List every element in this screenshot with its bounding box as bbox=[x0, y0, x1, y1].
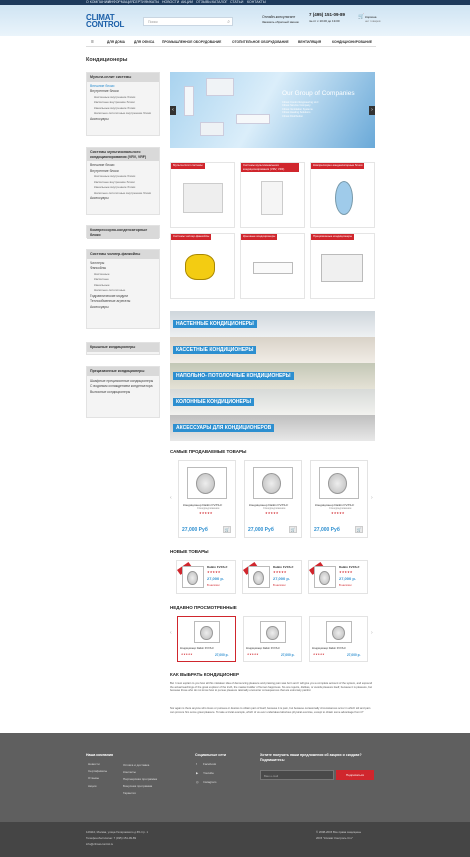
sidebar-subitem[interactable]: Канальные внутренние блоки bbox=[94, 185, 136, 189]
hours: пн-пт с 10.00 до 19.00 bbox=[309, 19, 340, 23]
product-price: 27,000 р. bbox=[347, 653, 361, 657]
carousel-prev-icon[interactable]: ‹ bbox=[170, 495, 172, 501]
footer-link[interactable]: Партнерская программа bbox=[123, 777, 157, 781]
sidebar-box-multisplit bbox=[86, 72, 160, 136]
footer bbox=[0, 733, 470, 822]
sidebar-box-title[interactable]: Мульти-сплит системы bbox=[87, 73, 159, 82]
footer-link[interactable]: Оплата и доставка bbox=[123, 763, 150, 767]
copyright: © 2008-2015 Все права защищены bbox=[316, 830, 362, 834]
banner-accessories[interactable]: АКСЕССУАРЫ ДЛЯ КОНДИЦИОНЕРОВ bbox=[170, 415, 375, 441]
nav-item[interactable]: ДЛЯ ДОМА bbox=[107, 40, 125, 44]
product-name[interactable]: Кондиционер Daikin FVXS-F bbox=[180, 647, 214, 650]
sidebar-box-compressor bbox=[86, 225, 160, 238]
sidebar-subitem[interactable]: Канальные внутренние блоки bbox=[94, 105, 136, 110]
cart-label[interactable]: Корзина bbox=[365, 15, 377, 19]
product-image bbox=[187, 467, 227, 499]
product-card[interactable] bbox=[308, 560, 368, 594]
product-image bbox=[182, 566, 204, 588]
product-price: 27,000 Руб bbox=[182, 527, 208, 533]
social-link[interactable]: Facebook bbox=[203, 762, 217, 766]
wall-unit-image bbox=[236, 114, 270, 124]
carousel-next-icon[interactable]: › bbox=[371, 630, 373, 636]
nav-item[interactable]: ПРОМЫШЛЕННОЕ ОБОРУДОВАНИЕ bbox=[162, 40, 222, 44]
category-image bbox=[321, 254, 363, 282]
cart-icon[interactable]: 🛒 bbox=[358, 14, 365, 20]
sidebar-subitem[interactable]: Настенные bbox=[94, 271, 110, 276]
search-icon[interactable]: ⌕ bbox=[227, 19, 230, 25]
top-link[interactable]: АКЦИИ bbox=[181, 0, 193, 4]
product-card[interactable] bbox=[178, 460, 236, 538]
footer-bottom bbox=[0, 822, 470, 857]
nav-item[interactable]: ДЛЯ ОФИСА bbox=[134, 40, 155, 44]
page-title: Кондиционеры bbox=[86, 57, 128, 63]
top-link[interactable]: ИНФОРМАЦИЯ bbox=[108, 0, 134, 4]
category-image bbox=[335, 181, 353, 215]
sidebar-box-vrv bbox=[86, 147, 160, 215]
sidebar-item[interactable]: Аксессуары bbox=[90, 304, 109, 309]
sidebar-box-title[interactable]: Системы чиллер-фанкойлы bbox=[87, 250, 159, 259]
category-image bbox=[183, 183, 223, 213]
top-link[interactable]: ОТЗЫВЫ bbox=[196, 0, 212, 4]
banner-column[interactable]: КОЛОННЫЕ КОНДИЦИОНЕРЫ bbox=[170, 389, 375, 415]
sidebar-box-title[interactable]: Прецизионные кондиционеры bbox=[87, 367, 159, 376]
ac-unit-image bbox=[200, 122, 224, 136]
header bbox=[0, 5, 470, 36]
product-card[interactable] bbox=[176, 560, 236, 594]
product-price: 27,000 р. bbox=[281, 653, 295, 657]
footer-col-title: Социальные сети bbox=[195, 753, 227, 757]
product-price: 27,000 р. bbox=[339, 576, 356, 581]
subscribe-title: Хотите получать наши предложения об акциях и скидках? Подпишитесь: bbox=[260, 753, 362, 762]
sidebar-item[interactable]: Фанкойлы bbox=[90, 266, 107, 270]
email-field[interactable]: Ваш e-mail bbox=[260, 770, 334, 780]
section-title-bestsellers: САМЫЕ ПРОДАВАЕМЫЕ ТОВАРЫ bbox=[170, 449, 247, 454]
rating-stars: ★★★★★ bbox=[273, 570, 287, 574]
top-link[interactable]: СЕРТИФИКАТЫ bbox=[133, 0, 160, 4]
product-price: 27,000 р. bbox=[207, 576, 224, 581]
product-image bbox=[260, 621, 286, 643]
top-link[interactable]: НОВОСТИ bbox=[162, 0, 180, 4]
sidebar-subitem[interactable]: Канальные bbox=[94, 282, 110, 287]
rating-stars: ★★★★★ bbox=[331, 511, 345, 515]
footer-link[interactable]: Акции bbox=[88, 784, 97, 788]
article-paragraph: Nor again is there anyone who loves or pursues or desires to obtain pain of itself, because it is pain, but because occasionally circumstances occur in which toil and pain can procure him some great pleasure. To take a trivial example, which of us ever undertakes laborious physical exercise, except to obtain some advantage from it? bbox=[170, 707, 371, 714]
sidebar-subitem[interactable]: Кассетные внутренние блоки bbox=[94, 179, 135, 184]
sidebar-subitem[interactable]: Настенные внутренние блоки bbox=[94, 174, 136, 178]
menu-icon[interactable]: ≡ bbox=[91, 39, 94, 45]
footer-link[interactable]: Контакты bbox=[123, 770, 136, 774]
footer-link[interactable]: Отзывы bbox=[88, 776, 99, 780]
top-link[interactable]: О КОМПАНИИ bbox=[86, 0, 110, 4]
product-card[interactable] bbox=[177, 616, 236, 662]
sidebar-subitem[interactable]: Напольно-потолочные bbox=[94, 288, 126, 292]
youtube-icon[interactable]: ▶ bbox=[196, 771, 199, 775]
sidebar-item[interactable]: Аксессуары bbox=[90, 116, 109, 121]
category-tile[interactable]: Компрессорно-конденсаторные блоки bbox=[310, 162, 375, 228]
category-tile[interactable]: Системы чиллер-фанкойлы bbox=[170, 233, 235, 299]
social-link[interactable]: Instagram bbox=[203, 780, 217, 784]
stock-status: В наличии bbox=[207, 584, 220, 587]
product-image bbox=[319, 467, 359, 499]
section-title-new: НОВЫЕ ТОВАРЫ bbox=[170, 549, 209, 554]
sidebar-item[interactable]: Внешние блоки bbox=[90, 163, 115, 167]
slider-title: Our Group of Companies bbox=[282, 90, 355, 97]
category-tile[interactable]: Системы мультизонального кондиционирования (VRV, VRF) bbox=[240, 162, 305, 228]
banner-wall[interactable]: НАСТЕННЫЕ КОНДИЦИОНЕРЫ bbox=[170, 311, 375, 337]
product-card[interactable] bbox=[244, 460, 302, 538]
nav-item[interactable]: ОТОПИТЕЛЬНОЕ ОБОРУДОВАНИЕ bbox=[232, 40, 289, 44]
product-sub: Спецпредложение bbox=[329, 507, 352, 510]
product-image bbox=[194, 621, 220, 643]
product-name[interactable]: Кондиционер Daikin FVXS-F bbox=[246, 647, 280, 650]
footer-link[interactable]: Новости bbox=[88, 762, 100, 766]
slider-next-icon[interactable]: › bbox=[369, 106, 375, 115]
sidebar-item[interactable]: Внутренние блоки bbox=[90, 89, 119, 93]
ac-unit-image bbox=[184, 86, 194, 116]
stock-status: В наличии bbox=[339, 584, 352, 587]
product-card[interactable] bbox=[309, 616, 368, 662]
section-title-recent: НЕДАВНО ПРОСМОТРЕННЫЕ bbox=[170, 605, 237, 610]
product-name[interactable]: Кондиционер Daikin FVXS-F bbox=[315, 503, 355, 507]
rating-stars: ★★★★★ bbox=[181, 653, 193, 656]
product-name[interactable]: Daikin FVXS-F bbox=[273, 565, 294, 569]
sidebar-box-title[interactable]: Системы мультизонального кондиционирования (VRV, VRF) bbox=[87, 148, 159, 161]
banner-cassette[interactable]: КАССЕТНЫЕ КОНДИЦИОНЕРЫ bbox=[170, 337, 375, 363]
product-card[interactable] bbox=[310, 460, 368, 538]
address: 129110, Москва, улица Гиляровского д.65 стр. 1 bbox=[86, 830, 149, 834]
footer-phone: Телефон-бесплатно: 7 (495) 151-09-89 bbox=[86, 836, 137, 840]
nav-item[interactable]: ВЕНТИЛЯЦИЯ bbox=[298, 40, 322, 44]
product-sub: Спецпредложение bbox=[197, 507, 220, 510]
sidebar-box-roof bbox=[86, 342, 160, 355]
add-to-cart-icon[interactable]: 🛒 bbox=[356, 527, 362, 532]
footer-email[interactable]: info@climat-control.ru bbox=[86, 842, 114, 846]
developer: 2015 "Климат Контроль Сто" bbox=[316, 836, 354, 840]
sidebar-item[interactable]: С водяным охлаждением конденсатора bbox=[90, 384, 153, 388]
article-paragraph: But I must explain to you how all this mistaken idea of denouncing pleasure and praising pain was born and I will give you a complete account of the system, and expound the actual teachings of the great explorer of the truth, the master-builder of human happiness. No one rejects, dislikes, or avoids pleasure itself, because it is pleasure, but because those who do not know how to pursue pleasure rationally encounter consequences that are extremely painful. bbox=[170, 682, 373, 693]
rating-stars: ★★★★★ bbox=[207, 570, 221, 574]
rating-stars: ★★★★★ bbox=[247, 653, 259, 656]
hero-slider[interactable] bbox=[170, 72, 375, 148]
subscribe-button[interactable]: Подписаться bbox=[336, 770, 374, 780]
product-card[interactable] bbox=[242, 560, 302, 594]
slider-text: Climat Control Engineering LLC Climat Service Company Climat Ventilation Systems Climat Heating Solutions Climat Distribution bbox=[282, 101, 319, 118]
product-name[interactable]: Кондиционер Daikin FVXS-F bbox=[249, 503, 289, 507]
product-name[interactable]: Кондиционер Daikin FVXS-F bbox=[183, 503, 223, 507]
product-image bbox=[253, 467, 293, 499]
facebook-icon[interactable]: f bbox=[196, 762, 197, 766]
sidebar-subitem[interactable]: Напольно-потолочные внутренние блоки bbox=[94, 190, 152, 195]
banner-floor-ceiling[interactable]: НАПОЛЬНО- ПОТОЛОЧНЫЕ КОНДИЦИОНЕРЫ bbox=[170, 363, 375, 389]
cart-status: нет товаров bbox=[365, 19, 381, 23]
sidebar-item[interactable]: Выносные кондиционеры bbox=[90, 389, 131, 394]
slider-prev-icon[interactable]: ‹ bbox=[170, 106, 176, 115]
sidebar-item[interactable]: Чиллеры bbox=[90, 260, 105, 265]
callback-link[interactable]: Заказать обратный звонок bbox=[262, 20, 299, 24]
social-link[interactable]: Youtube bbox=[203, 771, 214, 775]
rating-stars: ★★★★★ bbox=[313, 653, 325, 656]
instagram-icon[interactable]: ◎ bbox=[196, 780, 199, 784]
logo[interactable]: CLIMAT CONTROL bbox=[86, 13, 125, 29]
category-image bbox=[185, 254, 215, 280]
top-link[interactable]: СТАТЬИ bbox=[230, 0, 244, 4]
footer-link[interactable]: Сертификаты bbox=[88, 769, 108, 773]
sidebar-box-precision bbox=[86, 366, 160, 418]
sidebar-item[interactable]: Аксессуары bbox=[90, 196, 109, 200]
top-link[interactable]: КАТАЛОГ bbox=[212, 0, 228, 4]
product-image bbox=[314, 566, 336, 588]
carousel-prev-icon[interactable]: ‹ bbox=[170, 630, 172, 636]
stock-status: В наличии bbox=[273, 584, 286, 587]
sidebar-item[interactable]: Теплообменные агрегаты bbox=[90, 299, 131, 303]
sidebar-subitem[interactable]: Кассетные внутренние блоки bbox=[94, 100, 135, 104]
footer-link[interactable]: Гарантия bbox=[123, 791, 136, 795]
product-price: 27,000 Руб bbox=[314, 527, 340, 533]
rating-stars: ★★★★★ bbox=[199, 511, 213, 515]
nav-item[interactable]: КОНДИЦИОНИРОВАНИЕ bbox=[332, 40, 373, 44]
sidebar-box-chiller bbox=[86, 249, 160, 329]
sidebar-item[interactable]: Гидравлические модули bbox=[90, 293, 129, 298]
product-image bbox=[248, 566, 270, 588]
sidebar-subitem[interactable]: Кассетные bbox=[94, 277, 109, 281]
category-tile[interactable]: Прецизионные кондиционеры bbox=[310, 233, 375, 299]
carousel-next-icon[interactable]: › bbox=[371, 495, 373, 501]
sidebar-box-title[interactable]: Компрессорно-конденсаторные блоки bbox=[87, 226, 159, 239]
product-name[interactable]: Кондиционер Daikin FVXS-F bbox=[312, 647, 346, 650]
consultant-link[interactable]: Онлайн-консультант bbox=[262, 15, 296, 19]
sidebar-subitem[interactable]: Напольно-потолочные внутренние блоки bbox=[94, 111, 152, 115]
sidebar-item[interactable]: Внутренние блоки bbox=[90, 168, 119, 173]
category-image bbox=[261, 181, 283, 215]
add-to-cart-icon[interactable]: 🛒 bbox=[224, 527, 230, 532]
category-image bbox=[253, 262, 293, 274]
product-name[interactable]: Daikin FVXS-F bbox=[339, 565, 360, 569]
product-name[interactable]: Daikin FVXS-F bbox=[207, 565, 228, 569]
phone: 7 (495) 151-09-89 bbox=[309, 12, 346, 17]
product-card[interactable] bbox=[243, 616, 302, 662]
product-price: 27,000 Руб bbox=[248, 527, 274, 533]
category-tile[interactable]: Крышные кондиционеры bbox=[240, 233, 305, 299]
add-to-cart-icon[interactable]: 🛒 bbox=[290, 527, 296, 532]
footer-col-title: Наша компания bbox=[86, 753, 114, 757]
rating-stars: ★★★★★ bbox=[265, 511, 279, 515]
article-title: КАК ВЫБРАТЬ КОНДИЦИОНЕР bbox=[170, 672, 239, 677]
product-sub: Спецпредложение bbox=[263, 507, 286, 510]
top-link[interactable]: КОНТАКТЫ bbox=[247, 0, 266, 4]
category-tile[interactable]: Мульти-сплит системы bbox=[170, 162, 235, 228]
sidebar-box-title[interactable]: Крышные кондиционеры bbox=[87, 343, 159, 352]
product-image bbox=[326, 621, 352, 643]
main-nav bbox=[86, 38, 376, 47]
search-input[interactable]: Поиск ⌕ bbox=[143, 17, 233, 26]
product-price: 27,000 р. bbox=[273, 576, 290, 581]
footer-link[interactable]: Бонусная программа bbox=[123, 784, 153, 788]
cassette-image bbox=[206, 78, 234, 96]
product-price: 27,000 р. bbox=[215, 653, 229, 657]
sidebar-item[interactable]: Внешние блоки bbox=[90, 83, 115, 88]
rating-stars: ★★★★★ bbox=[339, 570, 353, 574]
sidebar-subitem[interactable]: Настенные внутренние блоки bbox=[94, 94, 136, 99]
sidebar-item[interactable]: Шкафные прецизионные кондиционеры bbox=[90, 378, 154, 383]
